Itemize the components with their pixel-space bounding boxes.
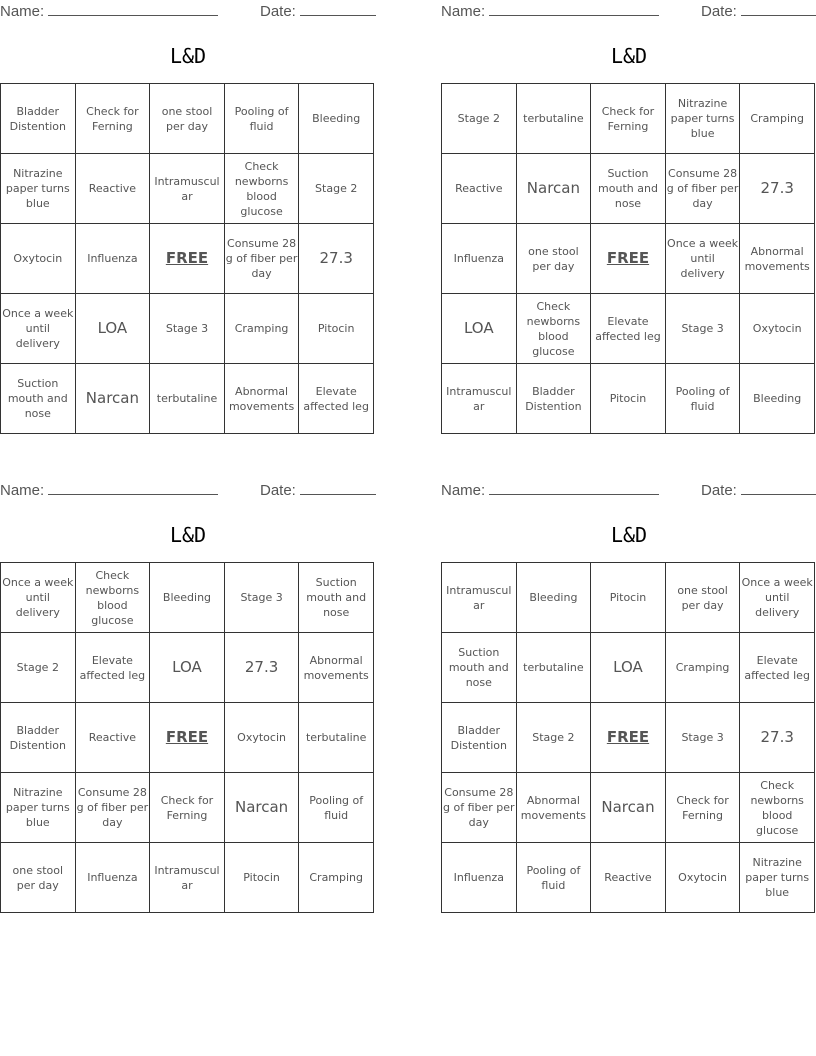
bingo-cell: LOA xyxy=(591,633,666,703)
bingo-cell: Oxytocin xyxy=(224,703,299,773)
bingo-cell: Narcan xyxy=(516,154,591,224)
bingo-cell: Cramping xyxy=(224,294,299,364)
card-header xyxy=(0,1,376,21)
bingo-cell: Once a week until delivery xyxy=(1,563,76,633)
bingo-cell: Pitocin xyxy=(591,364,666,434)
bingo-cell: Cramping xyxy=(299,843,374,913)
grid-row xyxy=(1,294,374,364)
card-title: L&D xyxy=(169,523,207,547)
bingo-cell: Intramuscular xyxy=(442,563,517,633)
grid-row xyxy=(1,84,374,154)
card-title: L&D xyxy=(610,523,648,547)
bingo-cell: Nitrazine paper turns blue xyxy=(740,843,815,913)
bingo-cell: Influenza xyxy=(75,224,150,294)
grid-row xyxy=(1,364,374,434)
bingo-cell: Nitrazine paper turns blue xyxy=(665,84,740,154)
name-label: Name: xyxy=(0,482,45,499)
bingo-cell: LOA xyxy=(150,633,225,703)
bingo-cell: Pitocin xyxy=(224,843,299,913)
bingo-cell: Stage 2 xyxy=(442,84,517,154)
grid-row xyxy=(442,773,815,843)
grid-row xyxy=(1,563,374,633)
bingo-cell: terbutaline xyxy=(516,633,591,703)
bingo-cell: Narcan xyxy=(75,364,150,434)
bingo-cell: Elevate affected leg xyxy=(299,364,374,434)
grid-row xyxy=(1,224,374,294)
bingo-cell: Nitrazine paper turns blue xyxy=(1,154,76,224)
bingo-cell: Check for Ferning xyxy=(75,84,150,154)
bingo-cell: Check newborns blood glucose xyxy=(75,563,150,633)
bingo-cell: Check newborns blood glucose xyxy=(224,154,299,224)
bingo-cell: terbutaline xyxy=(299,703,374,773)
bingo-cell: Consume 28 g of fiber per day xyxy=(665,154,740,224)
grid-row xyxy=(442,154,815,224)
bingo-grid xyxy=(441,83,815,434)
bingo-cell: Pooling of fluid xyxy=(665,364,740,434)
bingo-cell: Nitrazine paper turns blue xyxy=(1,773,76,843)
bingo-cell: Check for Ferning xyxy=(150,773,225,843)
date-field xyxy=(701,1,816,20)
grid-row xyxy=(442,563,815,633)
bingo-cell: one stool per day xyxy=(665,563,740,633)
bingo-card-1 xyxy=(0,0,376,434)
card-title: L&D xyxy=(610,44,648,68)
bingo-cell: Elevate affected leg xyxy=(591,294,666,364)
card-title: L&D xyxy=(169,44,207,68)
name-field xyxy=(0,1,218,20)
bingo-cell: Consume 28 g of fiber per day xyxy=(75,773,150,843)
grid-row xyxy=(1,773,374,843)
name-field xyxy=(441,480,659,499)
bingo-cell: Consume 28 g of fiber per day xyxy=(224,224,299,294)
bingo-cell: Bladder Distention xyxy=(1,84,76,154)
name-label: Name: xyxy=(441,482,486,499)
bingo-cell: Reactive xyxy=(591,843,666,913)
bingo-cell: terbutaline xyxy=(150,364,225,434)
bingo-cell: Narcan xyxy=(224,773,299,843)
bingo-cell: Elevate affected leg xyxy=(740,633,815,703)
grid-row xyxy=(442,364,815,434)
bingo-cell: Intramuscular xyxy=(150,154,225,224)
date-line xyxy=(741,480,816,495)
bingo-cell: Oxytocin xyxy=(740,294,815,364)
bingo-cell: Once a week until delivery xyxy=(740,563,815,633)
grid-row xyxy=(1,843,374,913)
date-line xyxy=(741,1,816,16)
bingo-cell: 27.3 xyxy=(740,154,815,224)
grid-row xyxy=(1,633,374,703)
bingo-card-4 xyxy=(441,479,816,913)
bingo-cell: Cramping xyxy=(665,633,740,703)
bingo-cell: Suction mouth and nose xyxy=(591,154,666,224)
date-label: Date: xyxy=(701,3,737,20)
bingo-cell: Check for Ferning xyxy=(591,84,666,154)
bingo-cell: one stool per day xyxy=(150,84,225,154)
date-line xyxy=(300,480,376,495)
bingo-cell: Pooling of fluid xyxy=(224,84,299,154)
bingo-cell: Elevate affected leg xyxy=(75,633,150,703)
bingo-cell: Stage 3 xyxy=(665,294,740,364)
free-space-cell: FREE xyxy=(150,703,225,773)
bingo-cell: Pitocin xyxy=(591,563,666,633)
bingo-grid xyxy=(0,83,374,434)
date-label: Date: xyxy=(260,3,296,20)
bingo-cell: Abnormal movements xyxy=(740,224,815,294)
date-label: Date: xyxy=(260,482,296,499)
date-field xyxy=(260,480,376,499)
bingo-cell: Check newborns blood glucose xyxy=(516,294,591,364)
date-line xyxy=(300,1,376,16)
name-line xyxy=(489,480,659,495)
card-header xyxy=(0,480,376,500)
bingo-cell: Cramping xyxy=(740,84,815,154)
bingo-cell: Once a week until delivery xyxy=(1,294,76,364)
date-field xyxy=(701,480,816,499)
date-field xyxy=(260,1,376,20)
name-label: Name: xyxy=(0,3,45,20)
free-space-cell: FREE xyxy=(591,224,666,294)
bingo-cell: Bladder Distention xyxy=(1,703,76,773)
grid-row xyxy=(1,703,374,773)
bingo-cell: LOA xyxy=(442,294,517,364)
grid-row xyxy=(1,154,374,224)
bingo-cell: Reactive xyxy=(75,703,150,773)
bingo-cell: Oxytocin xyxy=(665,843,740,913)
bingo-cell: Oxytocin xyxy=(1,224,76,294)
bingo-card-3 xyxy=(0,479,376,913)
name-field xyxy=(441,1,659,20)
bingo-cell: Stage 2 xyxy=(516,703,591,773)
name-line xyxy=(489,1,659,16)
name-field xyxy=(0,480,218,499)
bingo-cell: Influenza xyxy=(442,224,517,294)
bingo-cell: Influenza xyxy=(442,843,517,913)
bingo-cell: Suction mouth and nose xyxy=(299,563,374,633)
bingo-cell: Stage 2 xyxy=(299,154,374,224)
bingo-cell: one stool per day xyxy=(1,843,76,913)
bingo-cell: Bleeding xyxy=(516,563,591,633)
bingo-card-2 xyxy=(441,0,816,434)
bingo-cell: Stage 3 xyxy=(224,563,299,633)
bingo-cell: Check for Ferning xyxy=(665,773,740,843)
bingo-cell: one stool per day xyxy=(516,224,591,294)
card-header xyxy=(441,480,816,500)
bingo-cell: Pitocin xyxy=(299,294,374,364)
name-label: Name: xyxy=(441,3,486,20)
bingo-cell: 27.3 xyxy=(224,633,299,703)
grid-row xyxy=(442,633,815,703)
bingo-cell: Abnormal movements xyxy=(299,633,374,703)
bingo-cell: Abnormal movements xyxy=(224,364,299,434)
bingo-cell: Bladder Distention xyxy=(516,364,591,434)
bingo-cell: Stage 3 xyxy=(665,703,740,773)
bingo-cell: Stage 2 xyxy=(1,633,76,703)
bingo-cell: Bleeding xyxy=(740,364,815,434)
grid-row xyxy=(442,703,815,773)
name-line xyxy=(48,1,218,16)
bingo-cell: Bleeding xyxy=(299,84,374,154)
bingo-cell: Stage 3 xyxy=(150,294,225,364)
grid-row xyxy=(442,843,815,913)
bingo-cell: 27.3 xyxy=(299,224,374,294)
bingo-cell: Intramuscular xyxy=(150,843,225,913)
grid-row xyxy=(442,84,815,154)
bingo-cell: Reactive xyxy=(442,154,517,224)
name-line xyxy=(48,480,218,495)
bingo-cell: Bladder Distention xyxy=(442,703,517,773)
bingo-cell: Abnormal movements xyxy=(516,773,591,843)
bingo-cell: terbutaline xyxy=(516,84,591,154)
bingo-cell: Pooling of fluid xyxy=(299,773,374,843)
bingo-cell: LOA xyxy=(75,294,150,364)
free-space-cell: FREE xyxy=(591,703,666,773)
bingo-grid xyxy=(0,562,374,913)
grid-row xyxy=(442,224,815,294)
bingo-cell: Narcan xyxy=(591,773,666,843)
bingo-cell: Suction mouth and nose xyxy=(442,633,517,703)
bingo-cell: Pooling of fluid xyxy=(516,843,591,913)
date-label: Date: xyxy=(701,482,737,499)
grid-row xyxy=(442,294,815,364)
bingo-cell: Bleeding xyxy=(150,563,225,633)
bingo-cell: Once a week until delivery xyxy=(665,224,740,294)
bingo-cell: Suction mouth and nose xyxy=(1,364,76,434)
bingo-cell: Influenza xyxy=(75,843,150,913)
bingo-cell: Intramuscular xyxy=(442,364,517,434)
bingo-cell: Reactive xyxy=(75,154,150,224)
bingo-cell: Check newborns blood glucose xyxy=(740,773,815,843)
bingo-cell: Consume 28 g of fiber per day xyxy=(442,773,517,843)
card-header xyxy=(441,1,816,21)
bingo-grid xyxy=(441,562,815,913)
bingo-cell: 27.3 xyxy=(740,703,815,773)
free-space-cell: FREE xyxy=(150,224,225,294)
